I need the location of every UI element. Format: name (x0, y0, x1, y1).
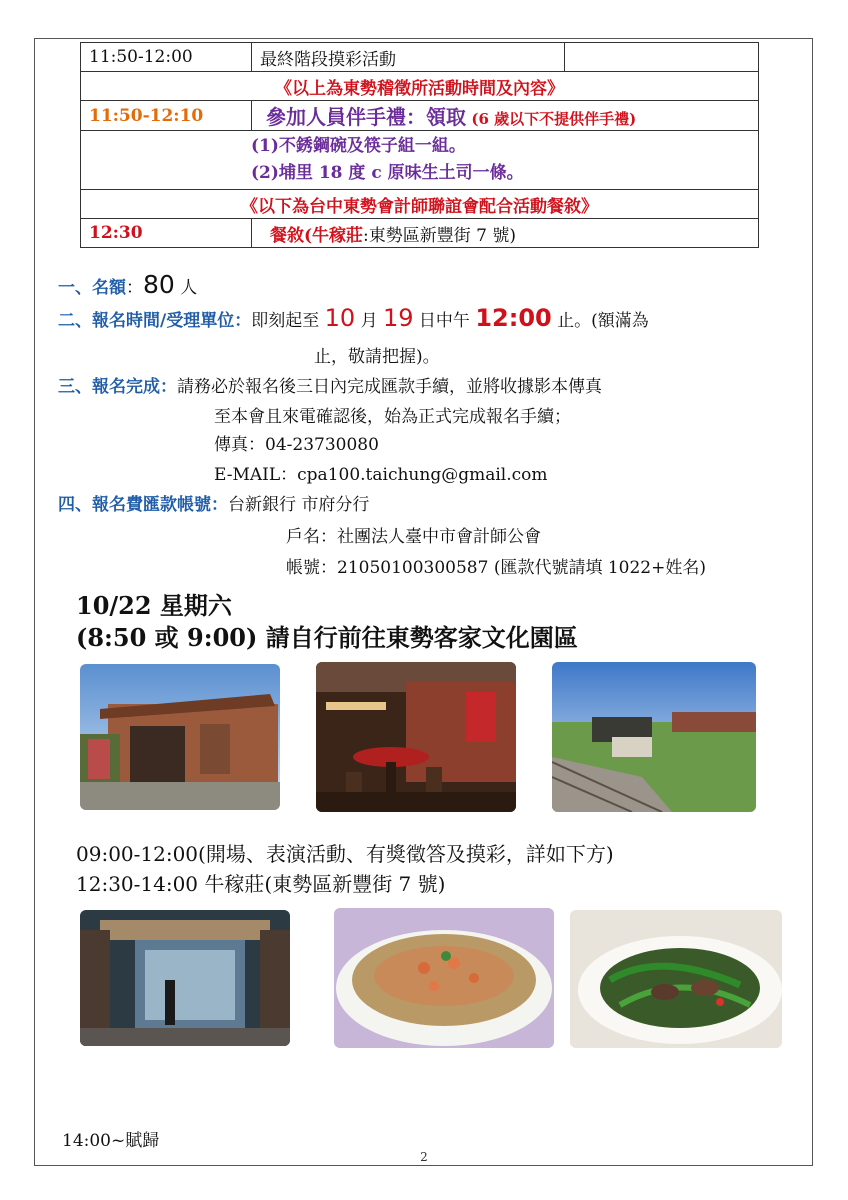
time-cell: 12:30 (81, 219, 252, 248)
stir-fry-dish-photo (570, 910, 782, 1048)
activity-cell: 最終階段摸彩活動 (252, 43, 565, 72)
event-date: 10/22 星期六 (76, 591, 232, 620)
complete-text: 請務必於報名後三日內完成匯款手續，並將收據影本傳真 (177, 377, 602, 397)
quota-value: 80 (143, 270, 175, 299)
account-number: 帳號：21050100300587 (匯款代號請填 1022+姓名) (286, 558, 707, 578)
meal-label: 餐敘(牛稼莊 (270, 225, 364, 246)
meal-address: :東勢區新豐街 7 號) (363, 225, 517, 246)
shrimp-rice-dish-photo (334, 908, 554, 1048)
table-row (81, 190, 759, 219)
fax-number: 傳真：04-23730080 (214, 435, 379, 455)
time-cell: 11:50-12:10 (81, 101, 252, 131)
registration-period-line (58, 304, 649, 332)
table-row (81, 131, 759, 190)
time-cell: 11:50-12:00 (81, 43, 252, 72)
shrimp-rice-dish-image (334, 908, 554, 1048)
railway-park-image (552, 662, 756, 812)
activity-cell (252, 219, 759, 248)
closing-time: 14:00~賦歸 (62, 1131, 160, 1151)
hakka-park-gate-photo (80, 664, 280, 810)
deadline-time: 12:00 (475, 304, 552, 332)
stir-fry-dish-image (570, 910, 782, 1048)
registration-continuation: 止，敬請把握)。 (314, 347, 440, 367)
hakka-park-gate-image (80, 664, 280, 810)
month-value: 10 (324, 304, 356, 332)
railway-park-photo (552, 662, 756, 812)
registration-label: 二、報名時間/受理單位： (58, 311, 252, 331)
gift-items-cell (81, 131, 759, 190)
restaurant-entrance-photo (80, 910, 290, 1046)
restaurant-entrance-image (80, 910, 290, 1046)
text: 即刻起至 (251, 311, 325, 331)
restaurant-interior-image (316, 662, 516, 812)
activity-cell (252, 101, 759, 131)
complete-label: 三、報名完成： (58, 377, 177, 397)
text: 月 (355, 311, 383, 331)
section-banner: 《以上為東勢稽徵所活動時間及內容》 (81, 72, 759, 101)
text: 止。(額滿為 (551, 311, 649, 331)
restaurant-interior-photo (316, 662, 516, 812)
day-value: 19 (382, 304, 414, 332)
registration-complete-line (58, 372, 602, 397)
arrival-instruction: (8:50 或 9:00) 請自行前往東勢客家文化園區 (76, 623, 578, 652)
page-number: 2 (420, 1150, 428, 1164)
quota-unit: 人 (174, 278, 198, 298)
gift-item: (1)不銹鋼碗及筷子組一組。 (251, 136, 466, 156)
gift-item: (2)埔里 18 度 c 原味生土司一條。 (251, 163, 524, 183)
bank-label: 四、報名費匯款帳號： (58, 495, 228, 515)
gift-note: (6 歲以下不提供伴手禮) (471, 110, 637, 128)
schedule-table (80, 42, 759, 248)
program-morning: 09:00-12:00(開場、表演活動、有獎徵答及摸彩，詳如下方) (76, 842, 614, 866)
table-row (81, 219, 759, 248)
text: 日中午 (413, 311, 476, 331)
table-row (81, 101, 759, 131)
bank-account-line (58, 490, 369, 515)
table-row (81, 72, 759, 101)
program-lunch: 12:30-14:00 牛稼莊(東勢區新豐街 7 號) (76, 872, 446, 896)
gift-label: 參加人員伴手禮：領取 (266, 105, 466, 129)
bank-name: 台新銀行 市府分行 (228, 495, 370, 515)
quota-label: 一、名額 (58, 278, 126, 298)
complete-text-2: 至本會且來電確認後，始為正式完成報名手續； (214, 407, 571, 427)
account-name: 戶名：社團法人臺中市會計師公會 (286, 527, 541, 547)
quota-line (58, 270, 197, 299)
colon: ： (126, 278, 143, 298)
extra-cell (565, 43, 759, 72)
section-banner: 《以下為台中東勢會計師聯誼會配合活動餐敘》 (81, 190, 759, 219)
table-row (81, 43, 759, 72)
email-address: E-MAIL：cpa100.taichung@gmail.com (214, 465, 548, 485)
